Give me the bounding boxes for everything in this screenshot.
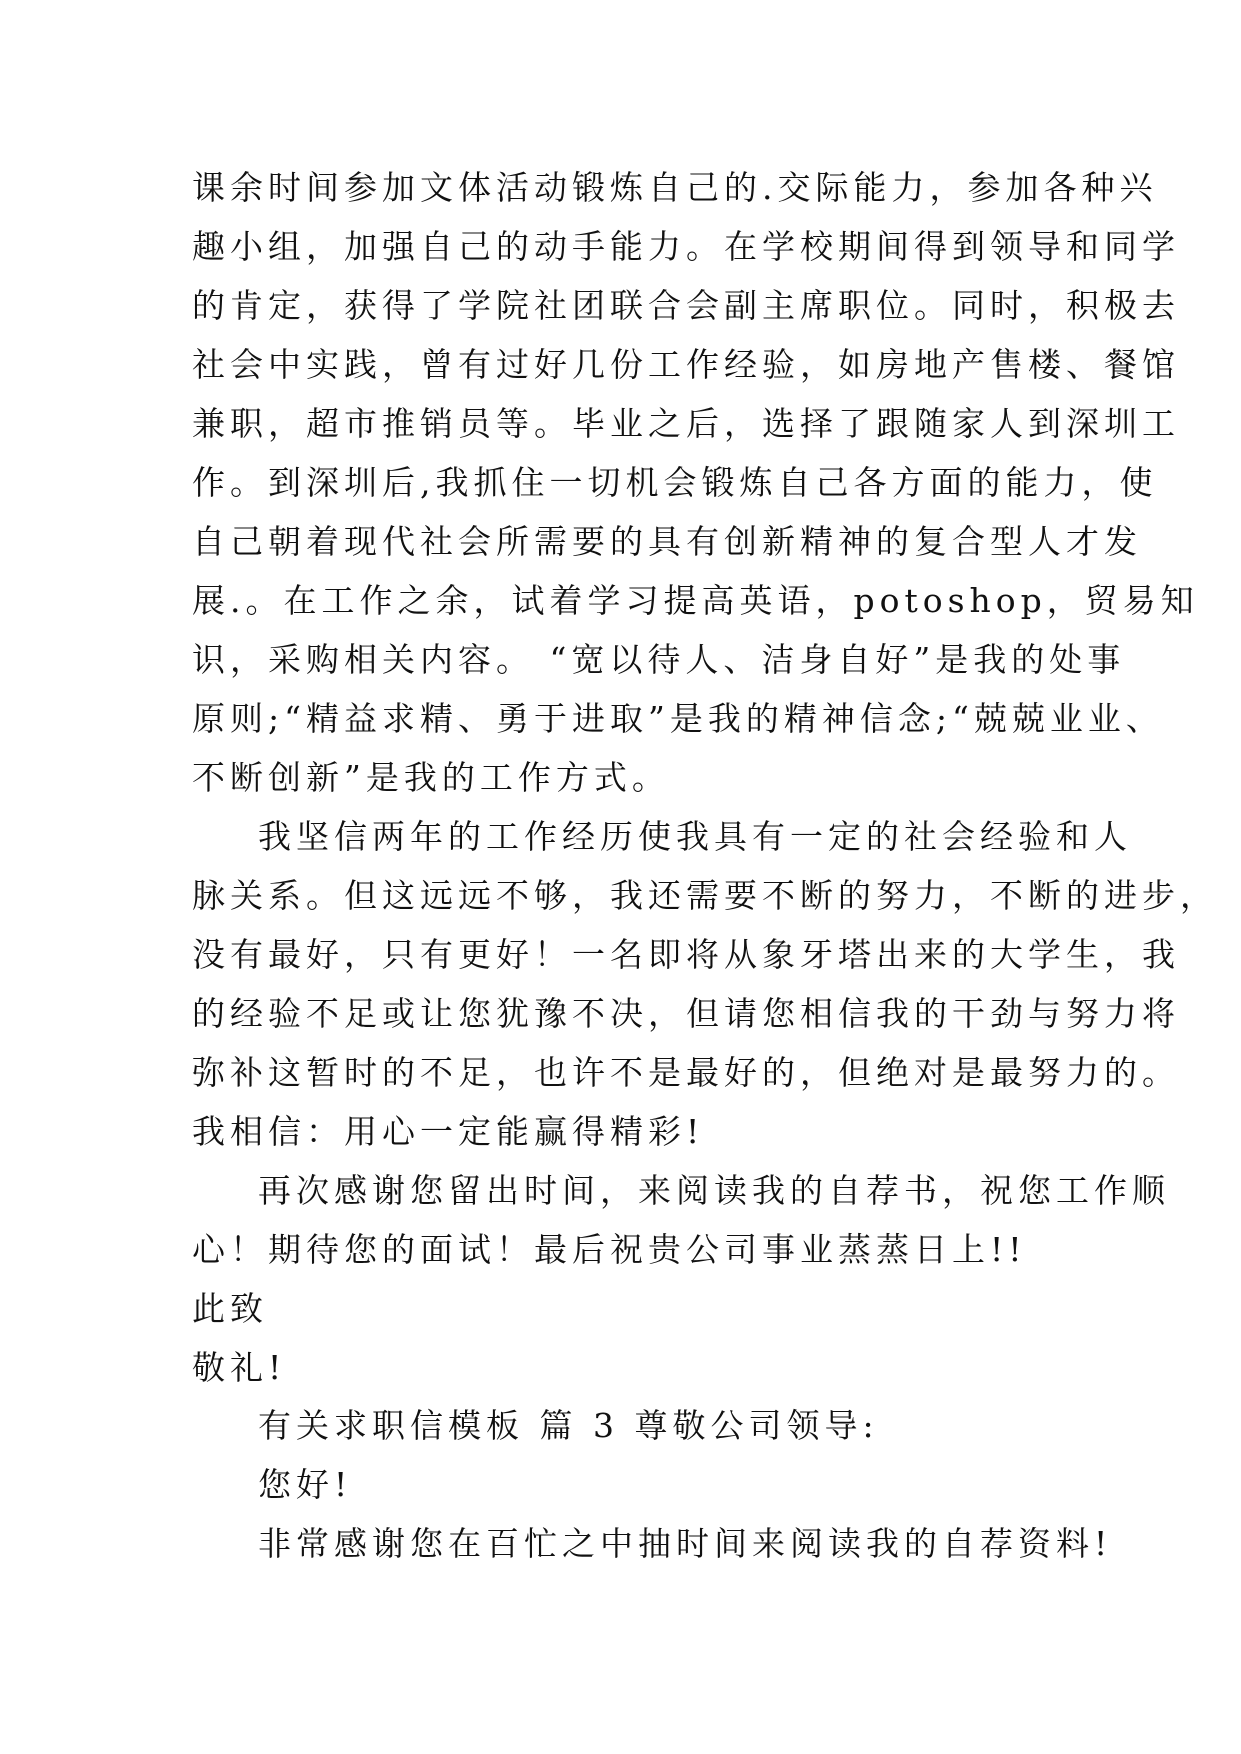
- text-line: 心！期待您的面试！最后祝贵公司事业蒸蒸日上!!: [192, 1230, 1027, 1269]
- section-title: 有关求职信模板 篇 3 尊敬公司领导:: [258, 1406, 879, 1445]
- text-line: 识，采购相关内容。 “宽以待人、洁身自好”是我的处事: [192, 640, 1126, 679]
- text-line: 自己朝着现代社会所需要的具有创新精神的复合型人才发: [192, 522, 1142, 561]
- text-line: 不断创新”是我的工作方式。: [192, 758, 670, 797]
- text-line: 我坚信两年的工作经历使我具有一定的社会经验和人: [258, 817, 1132, 856]
- text-line: 没有最好，只有更好！一名即将从象牙塔出来的大学生，我: [192, 935, 1180, 974]
- paragraph-3: [192, 1161, 1170, 1279]
- thanks-line: 非常感谢您在百忙之中抽时间来阅读我的自荐资料!: [258, 1524, 1113, 1563]
- closing-salutation: 此致: [192, 1289, 268, 1328]
- text-line: 趣小组，加强自己的动手能力。在学校期间得到领导和同学: [192, 227, 1180, 266]
- text-line: 原则;“精益求精、勇于进取”是我的精神信念;“兢兢业业、: [192, 699, 1164, 738]
- text-line: 脉关系。但这远远不够，我还需要不断的努力，不断的进步，: [192, 876, 1218, 915]
- text-line: 的肯定，获得了学院社团联合会副主席职位。同时，积极去: [192, 286, 1180, 325]
- text-line: 作。到深圳后,我抓住一切机会锻炼自己各方面的能力，使: [192, 463, 1158, 502]
- paragraph-1: [192, 158, 1199, 807]
- document-body: [192, 158, 1218, 1574]
- text-line: 的经验不足或让您犹豫不决，但请您相信我的干劲与努力将: [192, 994, 1180, 1033]
- text-line: 社会中实践，曾有过好几份工作经验，如房地产售楼、餐馆: [192, 345, 1180, 384]
- text-line: 弥补这暂时的不足，也许不是最好的，但绝对是最努力的。: [192, 1053, 1180, 1092]
- text-line: 我相信：用心一定能赢得精彩!: [192, 1112, 705, 1151]
- text-line: 课余时间参加文体活动锻炼自己的.交际能力，参加各种兴: [192, 168, 1158, 207]
- closing-regards: 敬礼!: [192, 1348, 287, 1387]
- text-line: 展.。在工作之余，试着学习提高英语，potoshop，贸易知: [192, 581, 1199, 620]
- greeting: 您好!: [258, 1465, 353, 1504]
- paragraph-2: [192, 807, 1218, 1161]
- text-line: 再次感谢您留出时间，来阅读我的自荐书，祝您工作顺: [258, 1171, 1170, 1210]
- text-line: 兼职，超市推销员等。毕业之后，选择了跟随家人到深圳工: [192, 404, 1180, 443]
